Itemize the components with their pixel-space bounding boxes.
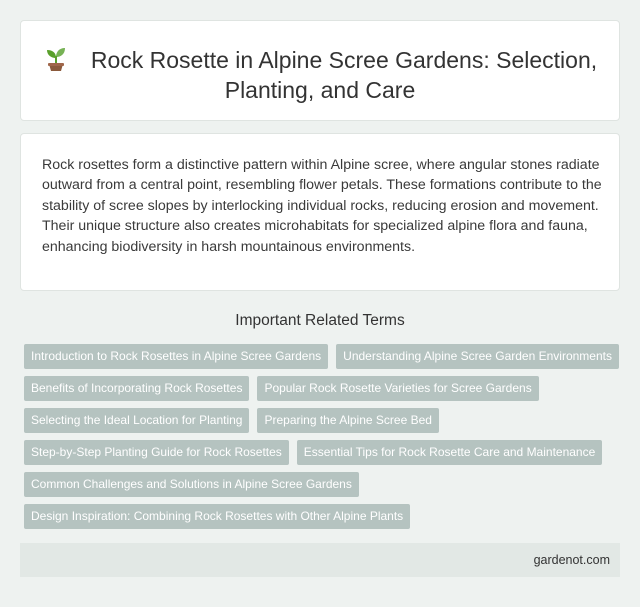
description-card [20,133,620,291]
related-terms-heading: Important Related Terms [235,312,405,329]
related-term-tag[interactable]: Step-by-Step Planting Guide for Rock Rosettes [24,440,289,465]
related-term-tag[interactable]: Popular Rock Rosette Varieties for Scree Gardens [257,376,538,401]
related-term-tag[interactable]: Introduction to Rock Rosettes in Alpine Scree Gardens [24,344,328,369]
page-title-text: Rock Rosette in Alpine Scree Gardens: Selection, Planting, and Care [90,47,598,103]
title-wrap [21,45,619,105]
footer [20,543,620,577]
related-term-tag[interactable]: Selecting the Ideal Location for Planting [24,408,249,433]
seedling-icon [43,45,69,71]
related-terms-list [24,344,624,536]
related-term-tag[interactable]: Preparing the Alpine Scree Bed [257,408,438,433]
footer-site-link[interactable]: gardenot.com [533,553,610,567]
title-card [20,20,620,121]
related-term-tag[interactable]: Design Inspiration: Combining Rock Rosettes with Other Alpine Plants [24,504,410,529]
page-title [21,45,619,105]
description-text: Rock rosettes form a distinctive pattern within Alpine scree, where angular stones radiate outward from a central point, resembling flower petals. These formations contribute to the stability of scree slopes by interlocking individual rocks, reducing erosion and movement. Their unique structure also creates microhabitats for specialized alpine flora and fauna, enhancing biodiversity in harsh mountainous environments. [42,157,602,255]
related-term-tag[interactable]: Essential Tips for Rock Rosette Care and Maintenance [297,440,602,465]
related-term-tag[interactable]: Benefits of Incorporating Rock Rosettes [24,376,249,401]
related-term-tag[interactable]: Understanding Alpine Scree Garden Environments [336,344,619,369]
related-term-tag[interactable]: Common Challenges and Solutions in Alpine Scree Gardens [24,472,359,497]
